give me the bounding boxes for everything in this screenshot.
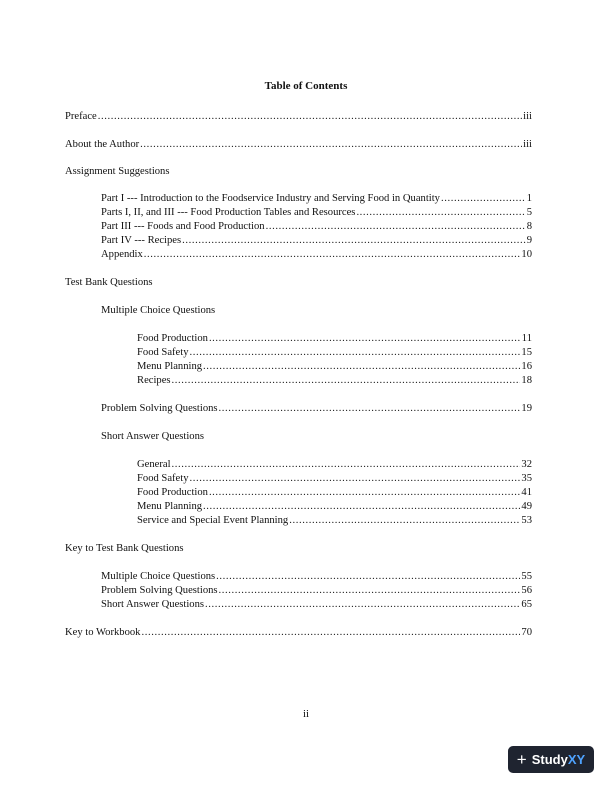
toc-entry-mc-food-safety[interactable]	[137, 346, 532, 359]
toc-entry-label: Food Safety	[137, 473, 189, 484]
brand-text: StudyXY	[531, 752, 586, 767]
toc-entry-label: Key to Workbook	[65, 627, 141, 638]
toc-entry-part-3[interactable]	[101, 220, 532, 233]
toc-entry-label: Service and Special Event Planning	[137, 515, 289, 526]
toc-entry-page: 15	[521, 347, 532, 358]
dot-leader	[266, 220, 526, 233]
toc-entry-page: 5	[526, 207, 532, 218]
dot-leader	[203, 360, 520, 373]
toc-entry-page: 53	[521, 515, 532, 526]
dot-leader	[219, 584, 521, 597]
dot-leader	[182, 234, 526, 247]
toc-entry-sa-menu-planning[interactable]	[137, 500, 532, 513]
toc-entry-key-workbook[interactable]	[65, 626, 532, 639]
toc-entry-page: 41	[521, 487, 532, 498]
plus-icon: +	[516, 750, 527, 769]
toc-entry-mc-menu-planning[interactable]	[137, 360, 532, 373]
dot-leader	[190, 472, 521, 485]
toc-entry-page: 56	[521, 585, 532, 596]
toc-entry-page: iii	[523, 139, 532, 150]
toc-entry-mc-food-production[interactable]	[137, 332, 532, 345]
dot-leader	[172, 374, 521, 387]
dot-leader	[356, 206, 525, 219]
toc-entry-label: Part IV --- Recipes	[101, 235, 182, 246]
toc-entry-label: Problem Solving Questions	[101, 403, 218, 414]
toc-entry-page: 35	[521, 473, 532, 484]
toc-entry-problem-solving[interactable]	[101, 402, 532, 415]
toc-entry-label: Menu Planning	[137, 361, 203, 372]
dot-leader	[140, 138, 522, 151]
toc-entry-part-4[interactable]	[101, 234, 532, 247]
toc-entry-mc-recipes[interactable]	[137, 374, 532, 387]
dot-leader	[441, 192, 526, 205]
dot-leader	[209, 332, 521, 345]
toc-entry-page: 18	[521, 375, 532, 386]
toc-entry-label: Part I --- Introduction to the Foodservice Industry and Serving Food in Quantity	[101, 193, 440, 204]
toc-entry-label: Part III --- Foods and Food Production	[101, 221, 265, 232]
toc-entry-label: Short Answer Questions	[101, 599, 204, 610]
toc-entry-sa-food-safety[interactable]	[137, 472, 532, 485]
dot-leader	[172, 458, 521, 471]
toc-entry-label: Multiple Choice Questions	[101, 571, 216, 582]
toc-entry-appendix[interactable]	[101, 248, 532, 261]
subsection-heading-short-answer: Short Answer Questions	[101, 431, 204, 442]
toc-entry-label: Preface	[65, 111, 97, 122]
toc-entry-part-1[interactable]	[101, 192, 532, 205]
dot-leader	[98, 110, 522, 123]
toc-entry-sa-general[interactable]	[137, 458, 532, 471]
toc-entry-page: 10	[521, 249, 532, 260]
toc-entry-preface[interactable]	[65, 110, 532, 123]
toc-entry-page: 8	[526, 221, 532, 232]
toc-entry-page: 70	[521, 627, 532, 638]
toc-entry-about-author[interactable]	[65, 138, 532, 151]
toc-entry-sa-food-production[interactable]	[137, 486, 532, 499]
toc-entry-label: Recipes	[137, 375, 171, 386]
dot-leader	[209, 486, 520, 499]
page-title: Table of Contents	[264, 80, 348, 92]
toc-entry-label: General	[137, 459, 171, 470]
toc-entry-label: Menu Planning	[137, 501, 203, 512]
toc-entry-page: 65	[521, 599, 532, 610]
toc-entry-label: Food Safety	[137, 347, 189, 358]
toc-entry-key-short-answer[interactable]	[101, 598, 532, 611]
toc-entry-sa-service-events[interactable]	[137, 514, 532, 527]
toc-entry-page: 19	[521, 403, 532, 414]
section-heading-test-bank: Test Bank Questions	[65, 277, 153, 288]
toc-entry-label: Appendix	[101, 249, 143, 260]
dot-leader	[144, 248, 521, 261]
toc-entry-page: 9	[526, 235, 532, 246]
toc-entry-page: 49	[521, 501, 532, 512]
toc-entry-key-multiple-choice[interactable]	[101, 570, 532, 583]
toc-entry-label: Food Production	[137, 333, 208, 344]
dot-leader	[219, 402, 521, 415]
section-heading-key-test-bank: Key to Test Bank Questions	[65, 543, 184, 554]
dot-leader	[141, 626, 520, 639]
toc-entry-page: 11	[521, 333, 532, 344]
dot-leader	[205, 598, 520, 611]
subsection-heading-multiple-choice: Multiple Choice Questions	[101, 305, 216, 316]
section-heading-assignment: Assignment Suggestions	[65, 166, 170, 177]
studyxy-watermark[interactable]	[508, 746, 594, 773]
toc-entry-label: About the Author	[65, 139, 140, 150]
toc-entry-parts-1-3[interactable]	[101, 206, 532, 219]
dot-leader	[190, 346, 521, 359]
dot-leader	[203, 500, 520, 513]
toc-entry-page: 16	[521, 361, 532, 372]
toc-entry-label: Parts I, II, and III --- Food Production Tables and Resources	[101, 207, 356, 218]
toc-entry-page: 55	[521, 571, 532, 582]
page-number: ii	[302, 708, 310, 720]
toc-entry-page: 32	[521, 459, 532, 470]
dot-leader	[216, 570, 520, 583]
toc-entry-label: Food Production	[137, 487, 208, 498]
dot-leader	[289, 514, 520, 527]
toc-entry-key-problem-solving[interactable]	[101, 584, 532, 597]
toc-entry-label: Problem Solving Questions	[101, 585, 218, 596]
toc-entry-page: iii	[523, 111, 532, 122]
toc-entry-page: 1	[526, 193, 532, 204]
